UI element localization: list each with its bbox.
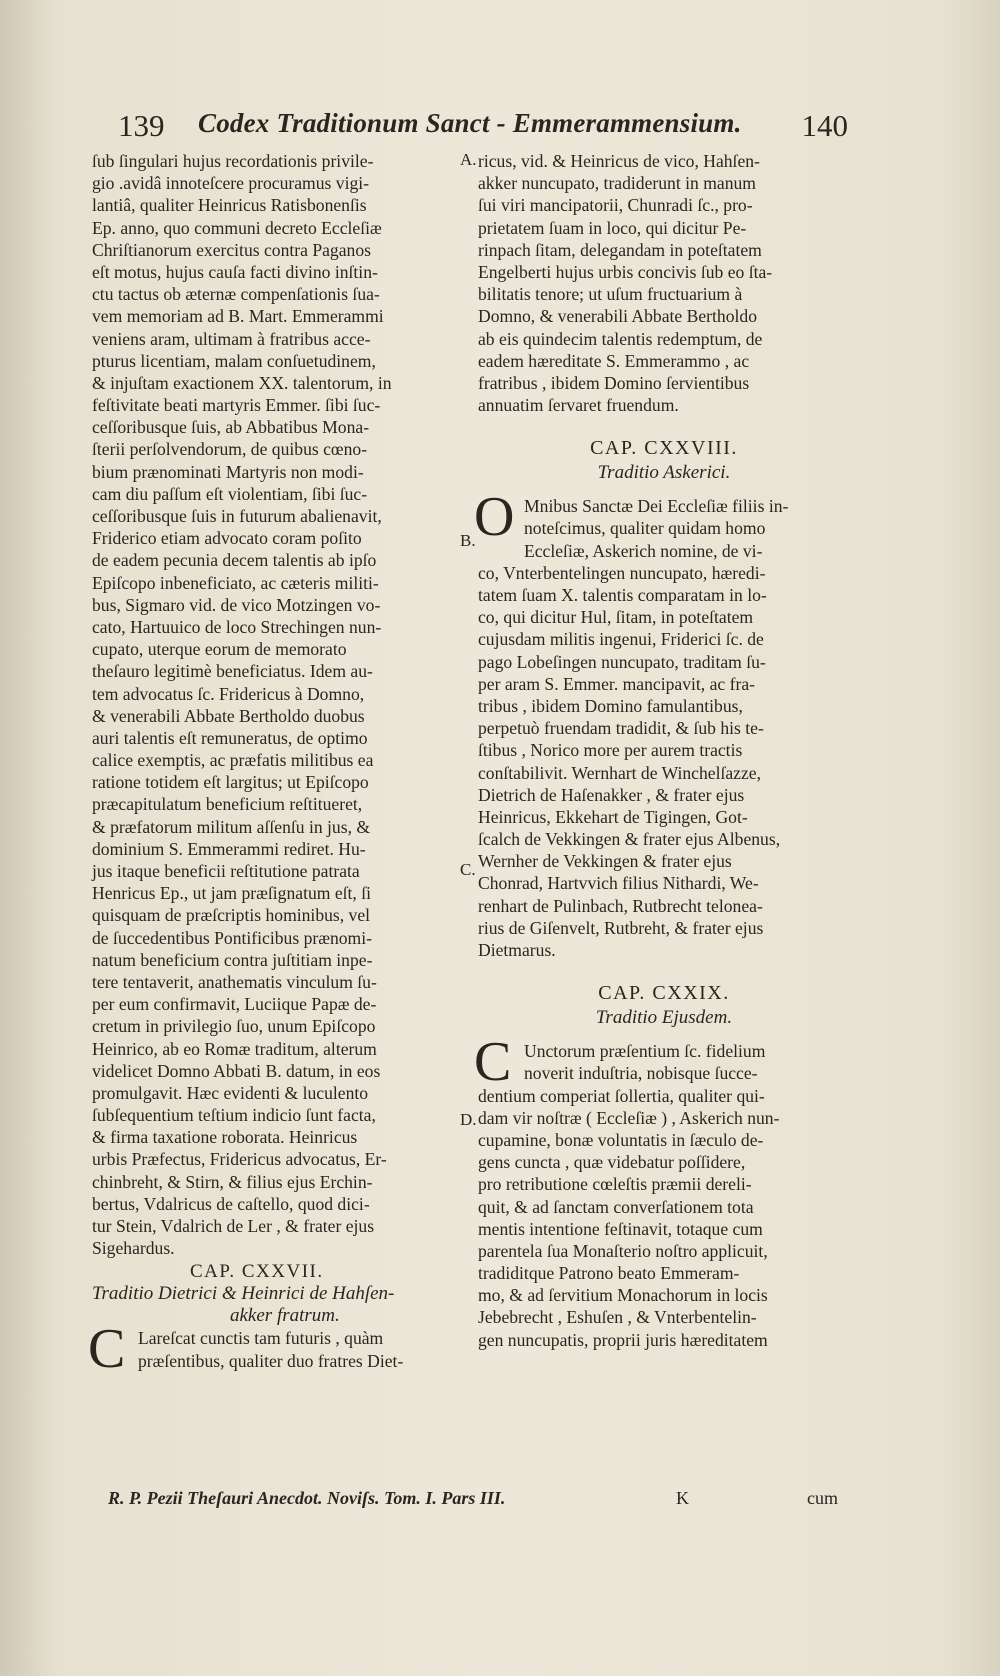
text-line: ſubſequentium teſtium indicio ſunt facta, [92, 1105, 376, 1126]
text-line: co, Vnterbentelingen nuncupato, hæredi- [478, 562, 766, 583]
text-line: fratribus , ibidem Domino ſervientibus [478, 372, 750, 393]
text-line: Lareſcat cunctis tam futuris , quàm [138, 1328, 384, 1349]
margin-marker-b: B. [460, 531, 476, 550]
right-text-block [478, 150, 850, 416]
margin-marker-a: A. [460, 150, 477, 169]
text-line: & præfatorum militum aſſenſu in jus, & [92, 816, 371, 837]
text-line: dominium S. Emmerammi rediret. Hu- [92, 838, 366, 859]
text-line: Dietrich de Haſenakker , & frater ejus [478, 784, 745, 805]
dropcap-letter: C [474, 1031, 512, 1094]
text-line: gen nuncupatis, proprii juris hæreditatem [478, 1329, 768, 1350]
text-line: per eum confirmavit, Luciique Papæ de- [92, 994, 377, 1015]
text-line: quisquam de præſcriptis hominibus, vel [92, 905, 371, 926]
chapter-heading-cxxviii: CAP. CXXVIII. [590, 437, 738, 460]
text-line: videlicet Domno Abbati B. datum, in eos [92, 1060, 381, 1081]
running-head [118, 108, 848, 148]
text-line: mo, & ad ſervitium Monachorum in locis [478, 1285, 768, 1306]
text-line: pro retributione cœleſtis præmii dereli- [478, 1174, 752, 1195]
text-line: prietatem ſuam in loco, qui dicitur Pe- [478, 217, 747, 238]
text-line: mentis intentione feſtinavit, totaque cum [478, 1218, 763, 1239]
text-line: Wernher de Vekkingen & frater ejus [478, 851, 732, 872]
text-line: tradiditque Patrono beato Emmeram- [478, 1263, 740, 1284]
chapter-subtitle-cxxix: Traditio Ejusdem. [595, 1007, 733, 1029]
text-line: pago Lobeſingen nuncupato, traditam ſu- [478, 651, 766, 672]
text-line: Engelberti hujus urbis concivis ſub eo ſta- [478, 261, 773, 282]
text-line: Unctorum præſentium ſc. fidelium [524, 1041, 766, 1062]
text-line: renhart de Pulinbach, Rutbrecht telonea- [478, 895, 763, 916]
chapter-subtitle-cxxvii-line2: akker fratrum. [230, 1305, 340, 1327]
chapter-subtitle-cxxvii-line1: Traditio Dietrici & Heinrici de Hahſen- [92, 1283, 395, 1305]
text-line: tribus , ibidem Domino famulantibus, [478, 695, 743, 716]
text-line: tere tentaverit, anathematis vinculum ſu- [92, 971, 377, 992]
text-line: ſui viri mancipatorii, Chunradi ſc., pro- [478, 195, 753, 216]
text-line: bilitatis tenore; ut uſum fructuarium à [478, 284, 743, 305]
text-line: cretum in privilegio ſuo, unum Epiſcopo [92, 1016, 376, 1037]
text-line: Heinricus, Ekkehart de Tigingen, Got- [478, 806, 748, 827]
text-line: co, qui dicitur Hul, ſitam, in poteſtatem [478, 607, 754, 628]
text-line: bium prænominati Martyris non modi- [92, 461, 364, 482]
text-line: conſtabilivit. Wernhart de Winchelſazze, [478, 762, 762, 783]
text-line: Dietmarus. [478, 940, 556, 960]
dropcap-letter: C [88, 1318, 126, 1381]
text-line: bertus, Vdalricus de caſtello, quod dici- [92, 1193, 370, 1214]
text-line: ratione totidem eſt largitus; ut Epiſcopo [92, 772, 369, 793]
text-line: cupato, uterque eorum de memorato [92, 639, 347, 660]
chapter-subtitle-cxxviii: Traditio Askerici. [597, 462, 731, 484]
text-line: promulgavit. Hæc evidenti & luculento [92, 1082, 369, 1103]
text-line: præcapitulatum beneficium reſtitueret, [92, 794, 363, 815]
dropcap-letter: O [474, 486, 515, 549]
text-line: & injuſtam exactionem XX. talentorum, in [92, 372, 392, 393]
text-line: chinbreht, & Stirn, & filius ejus Erchin- [92, 1171, 373, 1192]
text-line: tem advocatus ſc. Fridericus à Domno, [92, 683, 365, 704]
text-line: ceſſoribusque ſuis in futurum abalienavit, [92, 506, 382, 526]
text-line: lantiâ, qualiter Heinricus Ratisbonenſis [92, 195, 367, 216]
running-title: Codex Traditionum Sanct - Emmerammensium. [198, 108, 742, 138]
text-line: auri talentis eſt remuneratus, de optimo [92, 727, 368, 748]
text-line: Heinrico, ab eo Romæ traditum, alterum [92, 1038, 377, 1059]
text-line: jus itaque beneficii reſtitutione patrata [92, 861, 360, 881]
text-line: ricus, vid. & Heinricus de vico, Hahſen- [478, 151, 760, 171]
text-line: natum beneficium contra juſtitiam inpe- [92, 949, 373, 970]
signature-mark: K [676, 1488, 689, 1508]
text-line: noteſcimus, qualiter quidam homo [524, 518, 766, 539]
page-footer [108, 1488, 838, 1512]
right-text-block-c [478, 1085, 850, 1351]
text-line: præſentibus, qualiter duo fratres Diet- [138, 1350, 404, 1371]
text-line: rinpach ſitam, delegandam in poteſtatem [478, 239, 762, 260]
text-line: rius de Giſenvelt, Rutbreht, & frater ejus [478, 917, 764, 938]
text-line: Epiſcopo inbeneficiato, ac cæteris militi- [92, 572, 379, 593]
text-line: Jebebrecht , Eshuſen , & Vnterbentelin- [478, 1307, 757, 1328]
text-line: ceſſoribusque ſuis, ab Abbatibus Mona- [92, 417, 370, 438]
dropcap-paragraph-cxxix [474, 1031, 850, 1094]
text-line: cupamine, bonæ voluntatis in ſæculo de- [478, 1129, 764, 1150]
text-line: akker nuncupato, tradiderunt in manum [478, 173, 756, 194]
text-line: per aram S. Emmer. mancipavit, ac fra- [478, 673, 755, 694]
text-line: feſtivitate beati martyris Emmer. ſibi ſuc- [92, 395, 381, 416]
text-line: bus, Sigmaro vid. de vico Motzingen vo- [92, 594, 381, 615]
text-line: & firma taxatione roborata. Heinricus [92, 1127, 358, 1148]
text-line: Friderico etiam advocato coram poſito [92, 528, 362, 549]
text-line: & venerabili Abbate Bertholdo duobus [92, 705, 365, 726]
right-text-indented [478, 495, 850, 562]
text-line: eadem hæreditate S. Emmerammo , ac [478, 350, 750, 371]
text-line: perpetuò fruendam tradidit, & ſub his te- [478, 718, 764, 739]
text-line: ſcalch de Vekkingen & frater ejus Albenus, [478, 829, 781, 850]
text-line: ab eis quindecim talentis redemptum, de [478, 328, 763, 349]
text-line: Henricus Ep., ut jam præſignatum eſt, ſi [92, 883, 372, 904]
text-line: theſauro legitimè beneficiatus. Idem au- [92, 661, 373, 682]
left-text-block-b [92, 1327, 456, 1371]
text-line: ctu tactus ob æternæ compenſationis ſua- [92, 284, 380, 305]
text-line: ſub ſingulari hujus recordationis privile- [92, 151, 374, 171]
text-line: Domno, & venerabili Abbate Bertholdo [478, 306, 757, 327]
text-line: tur Stein, Vdalrich de Ler , & frater ejus [92, 1216, 375, 1236]
text-line: Mnibus Sanctæ Dei Eccleſiæ filiis in- [524, 496, 789, 517]
margin-marker-d: D. [460, 1110, 477, 1129]
text-line: noverit induſtria, nobisque ſucce- [524, 1063, 758, 1084]
text-line: Eccleſiæ, Askerich nomine, de vi- [524, 540, 763, 561]
text-line: vem memoriam ad B. Mart. Emmerammi [92, 306, 384, 327]
text-line: Chonrad, Hartvvich filius Nithardi, We- [478, 873, 759, 894]
text-line: quit, & ad ſanctam converſationem tota [478, 1196, 754, 1217]
text-line: Sigehardus. [92, 1238, 175, 1259]
text-line: dentium comperiat ſollertia, qualiter qui- [478, 1085, 765, 1106]
right-text-indented-c [478, 1040, 850, 1084]
text-line: ſtibus , Norico more per aurem tractis [478, 740, 743, 761]
text-line: cam diu paſſum eſt violentiam, ſibi ſuc- [92, 483, 368, 504]
text-line: de eadem pecunia decem talentis ab ipſo [92, 550, 377, 571]
chapter-heading-cxxix: CAP. CXXIX. [598, 982, 730, 1005]
chapter-heading-cxxvii: CAP. CXXVII. [190, 1261, 324, 1283]
text-line: dam vir noſtræ ( Eccleſiæ ) , Askerich nun- [478, 1107, 780, 1128]
text-line: parentela ſua Monaſterio noſtro applicuit, [478, 1240, 768, 1261]
text-line: cujusdam militis ingenui, Friderici ſc. de [478, 629, 764, 650]
text-line: urbis Præfectus, Fridericus advocatus, Er- [92, 1149, 387, 1170]
left-text-block [92, 150, 456, 1259]
text-line: Ep. anno, quo communi decreto Eccleſiæ [92, 217, 382, 238]
page-number-right: 140 [801, 108, 848, 143]
dropcap-paragraph-cxxvii [88, 1318, 456, 1381]
text-line: Chriſtianorum exercitus contra Paganos [92, 239, 371, 260]
text-line: cato, Hartuuico de loco Strechingen nun- [92, 616, 382, 637]
page-number-left: 139 [118, 108, 165, 143]
right-column [474, 150, 850, 1351]
text-line: annuatim ſervaret fruendum. [478, 395, 679, 416]
text-line: gio .avidâ innoteſcere procuramus vigi- [92, 173, 370, 194]
dropcap-paragraph-cxxviii [474, 486, 850, 562]
text-line: pturus licentiam, malam conſuetudinem, [92, 350, 376, 371]
margin-marker-c: C. [460, 860, 476, 879]
text-line: veniens aram, ultimam à fratribus acce- [92, 328, 371, 349]
signature-line: R. P. Pezii Theſauri Anecdot. Noviſs. Tom. I. Pars III. [108, 1488, 506, 1508]
text-line: ſterii perſolvendorum, de quibus cœno- [92, 439, 368, 460]
text-line: gens cuncta , quæ videbatur poſſidere, [478, 1152, 746, 1173]
text-line: eſt motus, hujus cauſa facti divino inſtin- [92, 261, 378, 282]
text-line: de ſuccedentibus Pontificibus prænomi- [92, 927, 372, 948]
right-text-block-b [478, 562, 850, 961]
left-column [88, 150, 456, 1381]
catchword: cum [807, 1488, 838, 1508]
text-line: calice exemptis, ac præfatis militibus ea [92, 750, 374, 771]
text-line: tatem ſuam X. talentis comparatam in lo- [478, 585, 767, 605]
